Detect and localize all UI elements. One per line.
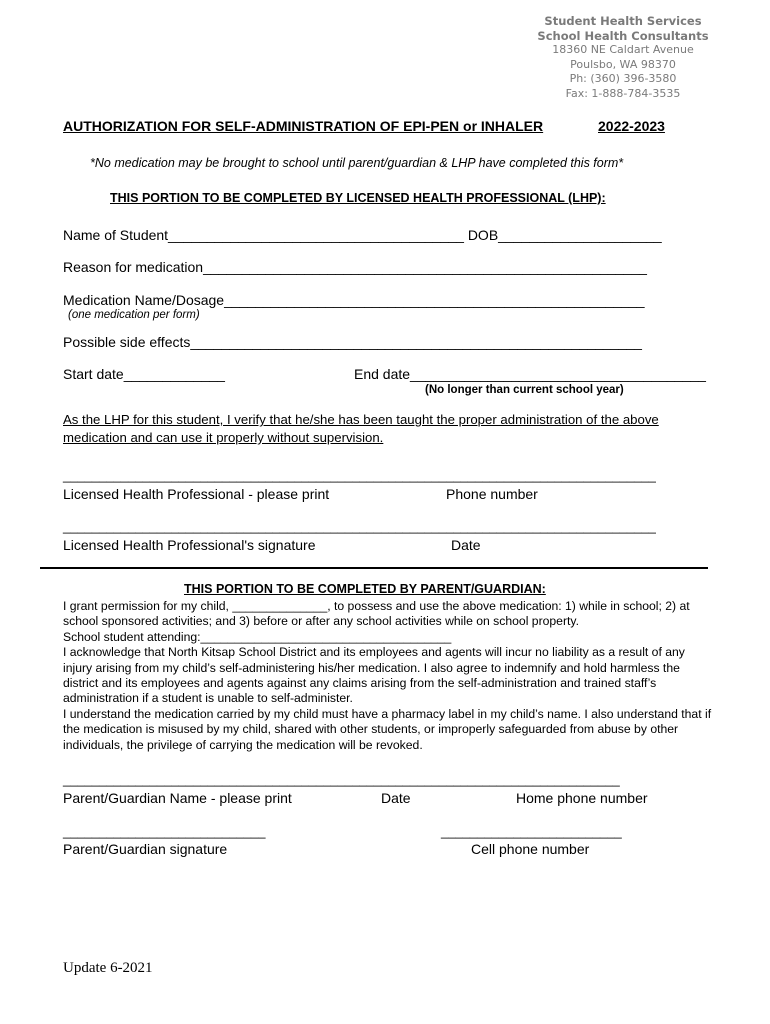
parent-name-label: Parent/Guardian Name - please print (63, 790, 292, 806)
lhp-phone-label: Phone number (446, 486, 538, 502)
lhp-date-label: Date (451, 537, 481, 553)
notice: *No medication may be brought to school until parent/guardian & LHP have completed this form* (90, 156, 624, 170)
office-subname: School Health Consultants (537, 28, 709, 43)
update-footer: Update 6-2021 (63, 960, 153, 976)
liability-paragraph: I acknowledge that North Kitsap School District and its employees and agents will incur no liability as a result of any injury arising from my child’s self-administering his/her medication. I also agree to indemnify and hold harmless the district and its employees and agents against any claims arising from the self-administration and trained staff’s administration if a student is unable to self-administer. (63, 645, 685, 706)
lhp-signature-line[interactable]: __________________________________________________________________________________ (63, 519, 656, 534)
lhp-print-label: Licensed Health Professional - please print (63, 486, 330, 502)
lhp-verify-line2: medication and can use it properly without supervision. (63, 430, 384, 445)
parent-section-heading: THIS PORTION TO BE COMPLETED BY PARENT/GUARDIAN: (184, 582, 546, 596)
start-date-field[interactable]: Start date_____________ (63, 366, 225, 382)
parent-statement (63, 599, 713, 753)
home-phone-label: Home phone number (516, 790, 648, 806)
lhp-print-line[interactable]: __________________________________________________________________________________ (63, 468, 656, 483)
lhp-signature-label: Licensed Health Professional's signature (63, 537, 316, 553)
lhp-section-heading: THIS PORTION TO BE COMPLETED BY LICENSED HEALTH PROFESSIONAL (LHP): (110, 191, 606, 205)
cell-phone-label: Cell phone number (471, 841, 590, 857)
lhp-verify-line1: As the LHP for this student, I verify that he/she has been taught the proper administration of the above (63, 412, 659, 427)
office-street: 18360 NE Caldart Avenue (552, 43, 694, 57)
form-title: AUTHORIZATION FOR SELF-ADMINISTRATION OF EPI-PEN or INHALER (63, 118, 544, 134)
office-address-block (523, 14, 723, 102)
office-phone: Ph: (360) 396-3580 (569, 72, 677, 86)
parent-signature-label: Parent/Guardian signature (63, 841, 228, 857)
parent-date-label: Date (381, 790, 411, 806)
parent-signature-line[interactable]: ____________________________ (63, 824, 266, 839)
medication-name-field[interactable]: Medication Name/Dosage______________________________________________________ (63, 292, 645, 308)
office-city: Poulsbo, WA 98370 (570, 57, 676, 71)
label-paragraph: I understand the medication carried by my child must have a pharmacy label in my child’s name. I also understand that if the medication is misused by my child, shared with other students, or improperly safeguarded from abuse by other individuals, the privilege of carrying the medication will be revoked. (63, 706, 712, 752)
section-divider (40, 567, 708, 569)
medication-note: (one medication per form) (68, 309, 200, 321)
school-attending-field[interactable]: School student attending:_____________________________________ (63, 629, 452, 644)
office-name: Student Health Services (544, 14, 702, 28)
permission-paragraph: I grant permission for my child, ______________, to possess and use the above medication: 1) while in school; 2) at school sponsored activities; and 3) before or after any school activities while on school property. (63, 599, 690, 629)
end-date-note: (No longer than current school year) (425, 384, 624, 396)
side-effects-field[interactable]: Possible side effects__________________________________________________________ (63, 334, 642, 350)
parent-name-line[interactable]: _____________________________________________________________________________ (63, 772, 620, 787)
end-date-field[interactable]: End date______________________________________ (354, 366, 706, 382)
school-year: 2022-2023 (598, 118, 665, 134)
office-fax: Fax: 1-888-784-3535 (565, 86, 681, 100)
cell-phone-line[interactable]: _________________________ (441, 824, 622, 839)
student-name-dob-field[interactable]: Name of Student______________________________________ DOB_____________________ (63, 227, 662, 243)
reason-field[interactable]: Reason for medication_________________________________________________________ (63, 259, 647, 275)
